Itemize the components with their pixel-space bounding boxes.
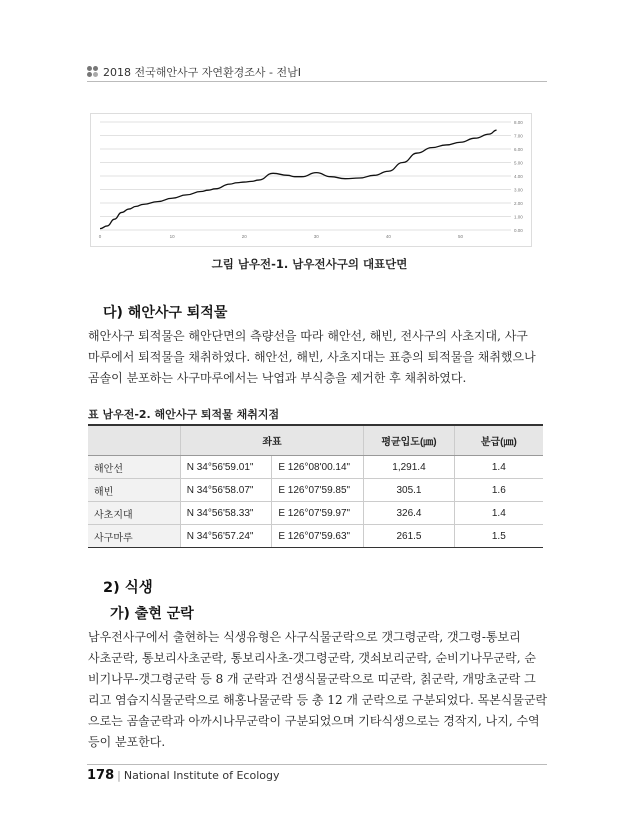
row-grain: 326.4 xyxy=(364,502,454,525)
y-tick-label: 5.00 xyxy=(514,160,523,166)
footer-rule xyxy=(87,764,547,765)
y-tick-label: 4.00 xyxy=(514,174,523,179)
row-sorting: 1.4 xyxy=(454,502,543,525)
header-sorting: 분급(㎛) xyxy=(454,426,543,456)
table-row xyxy=(88,525,543,548)
x-tick-label: 10 xyxy=(169,234,175,239)
y-tick-label: 7.00 xyxy=(514,133,523,139)
paragraph-line: 비기나무-갯그령군락 등 8 개 군락과 건생식물군락으로 띠군락, 칡군락, 개망초군락 그 xyxy=(88,672,536,686)
chart-svg xyxy=(91,114,531,246)
y-tick-label: 2.00 xyxy=(514,201,523,206)
x-tick-label: 0 xyxy=(98,234,102,239)
table-caption: 표 남우전-2. 해안사구 퇴적물 채취지점 xyxy=(88,408,280,421)
x-tick-label: 20 xyxy=(241,234,247,239)
header-grain: 평균입도(㎛) xyxy=(364,426,454,456)
row-sorting: 1.6 xyxy=(454,479,543,502)
y-tick-label: 0.00 xyxy=(514,228,523,233)
paragraph-line: 남우전사구에서 출현하는 식생유형은 사구식물군락으로 갯그령군락, 갯그령-통보리 xyxy=(88,630,521,644)
row-sorting: 1.4 xyxy=(454,456,543,479)
paragraph-line: 리고 염습지식물군락으로 해홍나물군락 등 총 12 개 군락으로 구분되었다. 목본식물군락 xyxy=(88,693,548,707)
footer-org: National Institute of Ecology xyxy=(123,769,280,782)
row-lon: E 126°07'59.97" xyxy=(272,502,364,525)
y-tick-label: 1.00 xyxy=(514,214,523,220)
paragraph-line: 해안사구 퇴적물은 해안단면의 측량선을 따라 해안선, 해빈, 전사구의 사초지대, 사구 xyxy=(88,329,528,343)
row-name: 사초지대 xyxy=(88,502,180,525)
header-dots-icon xyxy=(87,66,99,78)
row-name: 사구마루 xyxy=(88,525,180,548)
y-tick-label: 6.00 xyxy=(514,147,523,152)
sediment-table xyxy=(88,426,543,548)
table-row xyxy=(88,479,543,502)
header-rule xyxy=(87,81,547,82)
row-name: 해빈 xyxy=(88,479,180,502)
row-lon: E 126°07'59.85" xyxy=(272,479,364,502)
paragraph-line: 마루에서 퇴적물을 채취하였다. 해안선, 해빈, 사초지대는 표층의 퇴적물을 채취했으나 xyxy=(88,350,536,364)
section-heading-communities: 가) 출현 군락 xyxy=(110,606,194,622)
paragraph-line: 으로는 곰솔군락과 아까시나무군락이 구분되었으며 기타식생으로는 경작지, 나지, 수역 xyxy=(88,714,540,728)
row-lat: N 34°56'58.07" xyxy=(180,479,272,502)
section-heading-vegetation: 2) 식생 xyxy=(103,580,153,596)
paragraph-line: 사초군락, 통보리사초군락, 통보리사초-갯그령군락, 갯쇠보리군락, 순비기나무군락, 순 xyxy=(88,651,536,665)
page-footer xyxy=(87,768,279,783)
y-tick-label: 8.00 xyxy=(514,120,523,125)
table-row xyxy=(88,502,543,525)
x-tick-label: 40 xyxy=(385,234,391,239)
row-lat: N 34°56'59.01" xyxy=(180,456,272,479)
row-lat: N 34°56'58.33" xyxy=(180,502,272,525)
footer-separator: | xyxy=(117,769,121,782)
sediment-paragraph xyxy=(88,326,543,389)
table-header-row xyxy=(88,426,543,456)
row-lon: E 126°08'00.14" xyxy=(272,456,364,479)
header-title: 2018 전국해안사구 자연환경조사 - 전남Ⅰ xyxy=(103,66,301,79)
figure-caption: 그림 남우전-1. 남우전사구의 대표단면 xyxy=(211,257,408,271)
header-blank xyxy=(88,426,180,456)
x-tick-label: 30 xyxy=(313,234,319,239)
row-sorting: 1.5 xyxy=(454,525,543,548)
cross-section-chart xyxy=(90,113,532,247)
row-grain: 1,291.4 xyxy=(364,456,454,479)
paragraph-line: 곰솔이 분포하는 사구마루에서는 낙엽과 부식층을 제거한 후 채취하였다. xyxy=(88,371,467,385)
row-grain: 305.1 xyxy=(364,479,454,502)
communities-paragraph xyxy=(88,627,548,753)
section-heading-sediment: 다) 해안사구 퇴적물 xyxy=(103,305,228,321)
row-name: 해안선 xyxy=(88,456,180,479)
running-header xyxy=(87,64,547,78)
paragraph-line: 등이 분포한다. xyxy=(88,735,166,749)
profile-line xyxy=(100,130,497,229)
row-lat: N 34°56'57.24" xyxy=(180,525,272,548)
header-coord: 좌표 xyxy=(180,426,364,456)
page-number: 178 xyxy=(87,768,115,783)
x-tick-label: 50 xyxy=(458,234,464,239)
row-grain: 261.5 xyxy=(364,525,454,548)
table-row xyxy=(88,456,543,479)
y-tick-label: 3.00 xyxy=(514,187,523,193)
row-lon: E 126°07'59.63" xyxy=(272,525,364,548)
